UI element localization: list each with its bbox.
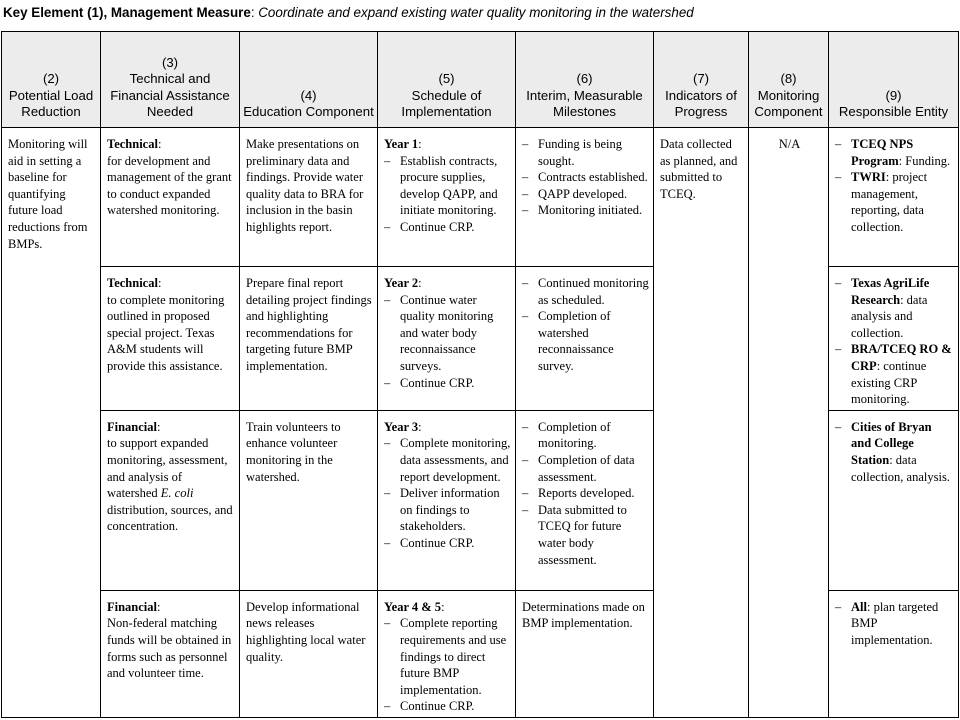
col-header-responsible: (9) Responsible Entity bbox=[829, 32, 959, 128]
schedule-cell: Year 3: – Complete monitoring, data assessments, and report development. – Deliver information on findings to stakeholders. – Continue CRP. bbox=[378, 410, 516, 590]
list-item: – Continue CRP. bbox=[384, 535, 511, 552]
list-item: – Completion of watershed reconnaissance survey. bbox=[522, 308, 649, 374]
milestones-cell bbox=[516, 128, 654, 267]
heading-management-measure: Coordinate and expand existing water quality monitoring in the watershed bbox=[258, 5, 694, 20]
list-item: – TCEQ NPS Program: Funding. bbox=[835, 136, 954, 169]
assistance-cell: Technical: to complete monitoring outlined in proposed special project. Texas A&M students will provide this assistance. bbox=[101, 267, 240, 411]
list-item: – Continue water quality monitoring and water body reconnaissance surveys. bbox=[384, 292, 511, 375]
col-header-indicators: (7) Indicators of Progress bbox=[654, 32, 749, 128]
implementation-plan-table bbox=[1, 31, 959, 718]
heading-colon: : bbox=[250, 5, 259, 20]
col-header-assistance: (3) Technical and Financial Assistance Needed bbox=[101, 32, 240, 128]
milestones-cell bbox=[516, 410, 654, 590]
col-header-monitoring: (8) Monitoring Component bbox=[749, 32, 829, 128]
list-item: – Monitoring initiated. bbox=[522, 202, 649, 219]
education-cell: Develop informational news releases highlighting local water quality. bbox=[240, 590, 378, 717]
list-item: – BRA/TCEQ RO & CRP: continue existing CRP monitoring. bbox=[835, 341, 954, 407]
table-row bbox=[2, 128, 959, 267]
assistance-cell: Technical: for development and management of the grant to conduct expanded watershed monitoring. bbox=[101, 128, 240, 267]
education-cell: Prepare final report detailing project findings and highlighting recommendations for targeting future BMP implementation. bbox=[240, 267, 378, 411]
list-item: – Completion of monitoring. bbox=[522, 419, 649, 452]
list-item: – All: plan targeted BMP implementation. bbox=[835, 599, 954, 649]
milestones-cell bbox=[516, 267, 654, 411]
monitoring-cell: N/A bbox=[749, 128, 829, 718]
list-item: – Continue CRP. bbox=[384, 698, 511, 715]
list-item: – Contracts established. bbox=[522, 169, 649, 186]
list-item: – Complete reporting requirements and use findings to direct future BMP implementation. bbox=[384, 615, 511, 698]
indicators-cell: Data collected as planned, and submitted to TCEQ. bbox=[654, 128, 749, 718]
list-item: – Reports developed. bbox=[522, 485, 649, 502]
milestones-cell: Determinations made on BMP implementation. bbox=[516, 590, 654, 717]
responsible-cell bbox=[829, 590, 959, 717]
education-cell: Make presentations on preliminary data and findings. Provide water quality data to BRA for inclusion in the basin highlights report. bbox=[240, 128, 378, 267]
list-item: – Completion of data assessment. bbox=[522, 452, 649, 485]
document-heading bbox=[3, 2, 953, 24]
list-item: – Funding is being sought. bbox=[522, 136, 649, 169]
col-header-schedule: (5) Schedule of Implementation bbox=[378, 32, 516, 128]
list-item: – Texas AgriLife Research: data analysis and collection. bbox=[835, 275, 954, 341]
assistance-cell: Financial: to support expanded monitoring, assessment, and analysis of watershed E. coli distribution, sources, and concentration. bbox=[101, 410, 240, 590]
responsible-cell bbox=[829, 128, 959, 267]
schedule-cell: Year 4 & 5: – Complete reporting requirements and use findings to direct future BMP implementation. – Continue CRP. bbox=[378, 590, 516, 717]
list-item: – Continue CRP. bbox=[384, 219, 511, 236]
list-item: – Continued monitoring as scheduled. bbox=[522, 275, 649, 308]
education-cell: Train volunteers to enhance volunteer monitoring in the watershed. bbox=[240, 410, 378, 590]
col-header-education: (4) Education Component bbox=[240, 32, 378, 128]
list-item: – Data submitted to TCEQ for future water body assessment. bbox=[522, 502, 649, 568]
heading-bold-part: Key Element (1), Management Measure bbox=[3, 5, 251, 20]
col-header-milestones: (6) Interim, Measurable Milestones bbox=[516, 32, 654, 128]
responsible-cell bbox=[829, 410, 959, 590]
header-row bbox=[2, 32, 959, 128]
assistance-cell: Financial: Non-federal matching funds will be obtained in forms such as personnel and volunteer time. bbox=[101, 590, 240, 717]
list-item: – Complete monitoring, data assessments, and report development. bbox=[384, 435, 511, 485]
list-item: – Continue CRP. bbox=[384, 375, 511, 392]
schedule-cell: Year 1: – Establish contracts, procure supplies, develop QAPP, and initiate monitoring. – Continue CRP. bbox=[378, 128, 516, 267]
col-header-load-reduction: (2) Potential Load Reduction bbox=[2, 32, 101, 128]
list-item: – Deliver information on findings to stakeholders. bbox=[384, 485, 511, 535]
list-item: – TWRI: project management, reporting, data collection. bbox=[835, 169, 954, 235]
schedule-cell: Year 2: – Continue water quality monitoring and water body reconnaissance surveys. – Continue CRP. bbox=[378, 267, 516, 411]
list-item: – Establish contracts, procure supplies, develop QAPP, and initiate monitoring. bbox=[384, 153, 511, 219]
list-item: – Cities of Bryan and College Station: data collection, analysis. bbox=[835, 419, 954, 485]
list-item: – QAPP developed. bbox=[522, 186, 649, 203]
responsible-cell bbox=[829, 267, 959, 411]
load-reduction-cell: Monitoring will aid in setting a baseline for quantifying future load reductions from BMPs. bbox=[2, 128, 101, 718]
